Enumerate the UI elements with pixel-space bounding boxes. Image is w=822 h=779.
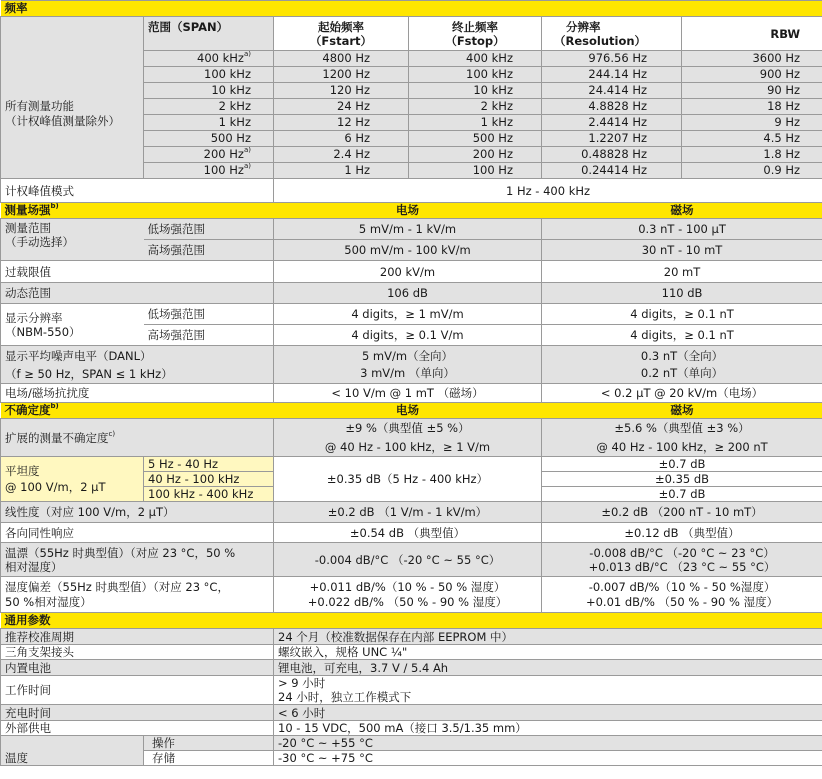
range-low-magnetic: 0.3 nT - 100 μT: [542, 219, 822, 240]
fstop-cell: 10 kHz: [409, 83, 542, 99]
work-time-label: 工作时间: [1, 676, 274, 705]
tripod-value: 螺纹嵌入，规格 UNC ¼": [274, 645, 822, 660]
resolution-cell: 0.24414 Hz: [542, 163, 682, 179]
fstop-cell: 500 Hz: [409, 131, 542, 147]
operating-label: 操作: [144, 736, 274, 751]
charge-time-value: < 6 小时: [274, 705, 822, 721]
charge-time-label: 充电时间: [1, 705, 274, 721]
frequency-row: [1, 51, 822, 67]
col-header-fstart: 起始频率 （Fstart）: [274, 17, 409, 51]
storage-value: -30 °C ~ +75 °C: [274, 751, 822, 766]
flatness-range-3: 100 kHz - 400 kHz: [144, 487, 274, 502]
overload-electric: 200 kV/m: [274, 261, 542, 283]
fstop-cell: 2 kHz: [409, 99, 542, 115]
resolution-cell: 244.14 Hz: [542, 67, 682, 83]
col-header-span: 范围（SPAN）: [144, 17, 274, 51]
fstop-cell: 200 Hz: [409, 147, 542, 163]
flatness-label: 平坦度 @ 100 V/m，2 μT: [1, 457, 144, 502]
danl-electric: 5 mV/m（全向） 3 mV/m （单向）: [274, 346, 542, 384]
range-high-magnetic: 30 nT - 10 mT: [542, 240, 822, 261]
fstart-cell: 120 Hz: [274, 83, 409, 99]
span-cell: 10 kHz: [144, 83, 274, 99]
expanded-uncertainty-label: 扩展的测量不确定度$^{c)}$: [1, 419, 274, 457]
resolution-cell: 1.2207 Hz: [542, 131, 682, 147]
linearity-magnetic: ±0.2 dB （200 nT - 10 mT）: [542, 502, 822, 523]
span-cell: 100 kHz: [144, 67, 274, 83]
temp-drift-magnetic: -0.008 dB/°C （-20 °C ~ 23 °C） +0.013 dB/°C （23 °C ~ 55 °C）: [542, 543, 822, 577]
fstart-cell: 4800 Hz: [274, 51, 409, 67]
col-header-rbw: RBW: [682, 17, 822, 51]
dynamic-range-electric: 106 dB: [274, 283, 542, 304]
battery-value: 锂电池，可充电，3.7 V / 5.4 Ah: [274, 660, 822, 676]
expanded-uncertainty-magnetic: ±5.6 %（典型值 ±3 %） @ 40 Hz - 100 kHz，≥ 200 nT: [542, 419, 822, 457]
tripod-label: 三角支架接头: [1, 645, 274, 660]
col-header-magnetic: 磁场: [542, 203, 822, 219]
battery-label: 内置电池: [1, 660, 274, 676]
fstop-cell: 100 kHz: [409, 67, 542, 83]
fstart-cell: 1200 Hz: [274, 67, 409, 83]
fstop-cell: 100 Hz: [409, 163, 542, 179]
fstop-cell: 400 kHz: [409, 51, 542, 67]
rbw-cell: 900 Hz: [682, 67, 822, 83]
span-cell: 200 Hz$^{a)}$: [144, 147, 274, 163]
range-low-electric: 5 mV/m - 1 kV/m: [274, 219, 542, 240]
disp-high-label: 高场强范围: [144, 325, 274, 346]
danl-label: 显示平均噪声电平（DANL） （f ≥ 50 Hz，SPAN ≤ 1 kHz）: [1, 346, 274, 384]
isotropy-magnetic: ±0.12 dB （典型值）: [542, 523, 822, 543]
linearity-electric: ±0.2 dB （1 V/m - 1 kV/m）: [274, 502, 542, 523]
overload-magnetic: 20 mT: [542, 261, 822, 283]
temperature-label: 温度: [1, 736, 144, 766]
fstart-cell: 24 Hz: [274, 99, 409, 115]
high-range-label: 高场强范围: [144, 240, 274, 261]
disp-low-electric: 4 digits，≥ 1 mV/m: [274, 304, 542, 325]
rbw-cell: 3600 Hz: [682, 51, 822, 67]
weighted-peak-label: 计权峰值模式: [1, 179, 274, 203]
rbw-cell: 9 Hz: [682, 115, 822, 131]
span-cell: 400 kHz$^{a)}$: [144, 51, 274, 67]
span-cell: 100 Hz$^{a)}$: [144, 163, 274, 179]
temp-drift-label: 温漂（55Hz 时典型值）（对应 23 °C，50 % 相对湿度）: [1, 543, 274, 577]
calibration-value: 24 个月（校准数据保存在内部 EEPROM 中）: [274, 629, 822, 645]
rbw-cell: 18 Hz: [682, 99, 822, 115]
resolution-cell: 976.56 Hz: [542, 51, 682, 67]
immunity-magnetic: < 0.2 μT @ 20 kV/m（电场）: [542, 384, 822, 403]
operating-value: -20 °C ~ +55 °C: [274, 736, 822, 751]
range-label: 测量范围 （手动选择）: [1, 219, 144, 261]
rbw-cell: 90 Hz: [682, 83, 822, 99]
flatness-magnetic-2: ±0.35 dB: [542, 472, 822, 487]
footnote-marker: a): [243, 146, 251, 154]
expanded-uncertainty-electric: ±9 %（典型值 ±5 %） @ 40 Hz - 100 kHz，≥ 1 V/m: [274, 419, 542, 457]
external-power-value: 10 - 15 VDC，500 mA（接口 3.5/1.35 mm）: [274, 721, 822, 736]
fstart-cell: 1 Hz: [274, 163, 409, 179]
col-header-resolution: 分辨率 （Resolution）: [542, 17, 682, 51]
humidity-drift-electric: +0.011 dB/%（10 % - 50 % 湿度） +0.022 dB/% （50 % - 90 % 湿度）: [274, 577, 542, 613]
fstart-cell: 2.4 Hz: [274, 147, 409, 163]
resolution-cell: 0.48828 Hz: [542, 147, 682, 163]
rbw-cell: 4.5 Hz: [682, 131, 822, 147]
disp-low-magnetic: 4 digits，≥ 0.1 nT: [542, 304, 822, 325]
frequency-rows: [1, 51, 822, 179]
fstart-cell: 12 Hz: [274, 115, 409, 131]
work-time-value: > 9 小时 24 小时，独立工作模式下: [274, 676, 822, 705]
isotropy-electric: ±0.54 dB （典型值）: [274, 523, 542, 543]
storage-label: 存储: [144, 751, 274, 766]
flatness-magnetic-3: ±0.7 dB: [542, 487, 822, 502]
isotropy-label: 各向同性响应: [1, 523, 274, 543]
humidity-drift-label: 湿度偏差（55Hz 时典型值）（对应 23 °C， 50 %相对湿度）: [1, 577, 274, 613]
dynamic-range-label: 动态范围: [1, 283, 274, 304]
immunity-label: 电场/磁场抗扰度: [1, 384, 274, 403]
resolution-cell: 2.4414 Hz: [542, 115, 682, 131]
section-header-uncertainty: 不确定度$^{b)}$: [1, 403, 274, 419]
footnote-marker: a): [243, 50, 251, 58]
rbw-cell: 1.8 Hz: [682, 147, 822, 163]
section-header-frequency: 频率: [1, 1, 822, 17]
flatness-range-1: 5 Hz - 40 Hz: [144, 457, 274, 472]
flatness-magnetic-1: ±0.7 dB: [542, 457, 822, 472]
flatness-range-2: 40 Hz - 100 kHz: [144, 472, 274, 487]
col-header-magnetic-2: 磁场: [542, 403, 822, 419]
col-header-electric-2: 电场: [274, 403, 542, 419]
weighted-peak-value: 1 Hz - 400 kHz: [274, 179, 822, 203]
span-cell: 1 kHz: [144, 115, 274, 131]
section-header-field: 测量场强$^{b)}$: [1, 203, 274, 219]
footnote-marker: a): [243, 162, 251, 170]
col-header-electric: 电场: [274, 203, 542, 219]
resolution-cell: 24.414 Hz: [542, 83, 682, 99]
temp-drift-electric: -0.004 dB/°C （-20 °C ~ 55 °C）: [274, 543, 542, 577]
span-cell: 2 kHz: [144, 99, 274, 115]
resolution-cell: 4.8828 Hz: [542, 99, 682, 115]
immunity-electric: < 10 V/m @ 1 mT （磁场）: [274, 384, 542, 403]
overload-label: 过载限值: [1, 261, 274, 283]
disp-high-magnetic: 4 digits，≥ 0.1 nT: [542, 325, 822, 346]
all-functions-label: 所有测量功能 （计权峰值测量除外）: [1, 51, 144, 179]
range-high-electric: 500 mV/m - 100 kV/m: [274, 240, 542, 261]
fstart-cell: 6 Hz: [274, 131, 409, 147]
disp-high-electric: 4 digits，≥ 0.1 V/m: [274, 325, 542, 346]
dynamic-range-magnetic: 110 dB: [542, 283, 822, 304]
flatness-electric: ±0.35 dB（5 Hz - 400 kHz）: [274, 457, 542, 502]
linearity-label: 线性度（对应 100 V/m，2 μT）: [1, 502, 274, 523]
display-resolution-label: 显示分辨率 （NBM-550）: [1, 304, 144, 346]
low-range-label: 低场强范围: [144, 219, 274, 240]
fstop-cell: 1 kHz: [409, 115, 542, 131]
disp-low-label: 低场强范围: [144, 304, 274, 325]
calibration-label: 推荐校准周期: [1, 629, 274, 645]
rbw-cell: 0.9 Hz: [682, 163, 822, 179]
danl-magnetic: 0.3 nT（全向） 0.2 nT（单向）: [542, 346, 822, 384]
col-header-fstop: 终止频率 （Fstop）: [409, 17, 542, 51]
span-cell: 500 Hz: [144, 131, 274, 147]
external-power-label: 外部供电: [1, 721, 274, 736]
section-header-general: 通用参数: [1, 613, 822, 629]
humidity-drift-magnetic: -0.007 dB/%（10 % - 50 %湿度） +0.01 dB/% （50 % - 90 % 湿度）: [542, 577, 822, 613]
